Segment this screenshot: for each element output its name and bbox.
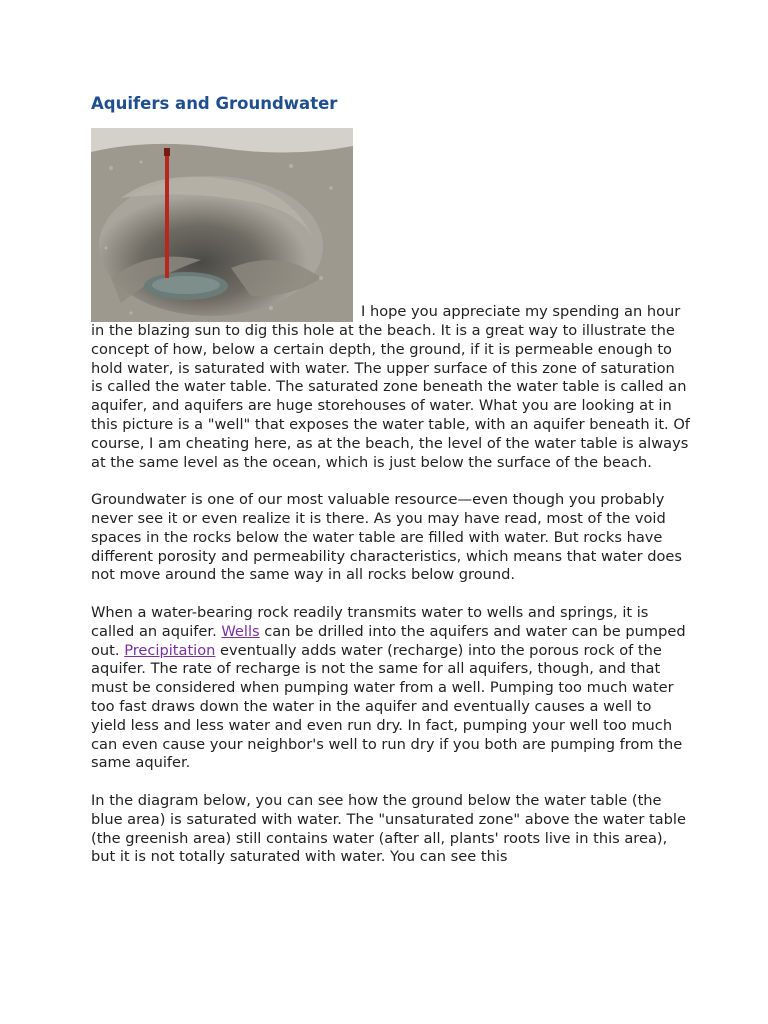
paragraph-1-text: I hope you appreciate my spending an hour in the blazing sun to dig this hole at the beach. It is a great way to illustrate the concept of how, below a certain depth, the ground, if it is permeable enough to hold water, is saturated with water. The upper surface of this zone of saturation is called the water table. The saturated zone beneath the water table is called an aquifer, and aquifers are huge storehouses of water. What you are looking at in this picture is a "well" that exposes the water table, with an aquifer beneath it. Of course, I am cheating here, as at the beach, the level of the water table is always at the same level as the ocean, which is just below the surface of the beach.: [91, 303, 690, 471]
paragraph-4: In the diagram below, you can see how the ground below the water table (the blue area) is saturated with water. The "unsaturated zone" above the water table (the greenish area) still contains water (after all, plants' roots live in this area), but it is not totally saturated with water. You can see this: [91, 791, 686, 866]
precipitation-link[interactable]: Precipitation: [124, 641, 216, 659]
article: [91, 94, 691, 886]
paragraph-3: [91, 604, 691, 773]
paragraph-3-text-2: can be drilled into the aquifers and water can be pumped out.: [91, 622, 686, 659]
paragraph-2: Groundwater is one of our most valuable resource—even though you probably never see it or even realize it is there. As you may have read, most of the void spaces in the rocks below the water table are filled with water. But rocks have different porosity and permeability characteristics, which means that water does not move around the same way in all rocks below ground.: [91, 491, 682, 584]
beach-hole-photo: [91, 128, 353, 322]
page-title: Aquifers and Groundwater: [91, 94, 338, 113]
paragraph-1: [91, 128, 691, 472]
wells-link[interactable]: Wells: [221, 622, 260, 640]
paragraph-3-text-3: eventually adds water (recharge) into the porous rock of the aquifer. The rate of recharge is not the same for all aquifers, though, and that must be considered when pumping water from a well. Pumping too much water too fast draws down the water in the aquifer and eventually causes a well to yield less and less water and even run dry. In fact, pumping your well too much can even cause your neighbor's well to run dry if you both are pumping from the same aquifer.: [91, 641, 683, 772]
paragraph-3-text-1: When a water-bearing rock readily transmits water to wells and springs, it is called an aquifer.: [91, 603, 649, 640]
